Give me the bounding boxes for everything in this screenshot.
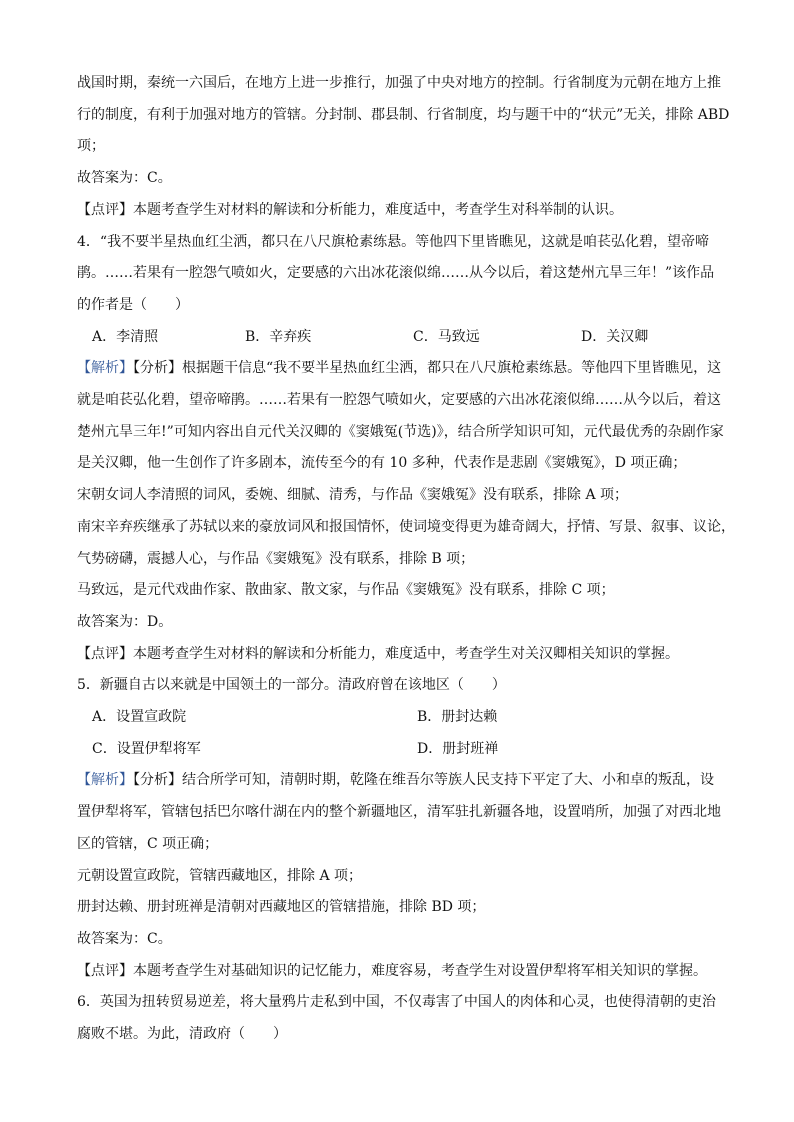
option-c: C．设置伊犁将军 (92, 740, 201, 757)
analysis-text: 【分析】结合所学可知，清朝时期，乾隆在维吾尔等族人民支持下平定了大、小和卓的叛乱，设 (133, 772, 714, 789)
paragraph-line: 行的制度，有利于加强对地方的管辖。分封制、郡县制、行省制度，均与题干中的“状元”无关，排除 ABD (77, 106, 730, 123)
answer-line: 故答案为：D。 (77, 613, 173, 630)
question-5-options-row-1 (77, 702, 734, 734)
option-d: D．册封班禅 (417, 740, 499, 757)
option-b: B．辛弃疾 (245, 328, 312, 345)
option-a: A．李清照 (92, 328, 159, 345)
analysis-line: 马致远，是元代戏曲作家、散曲家、散文家，与作品《窦娥冤》没有联系，排除 C 项； (77, 582, 615, 599)
analysis-line: 就是咱苌弘化碧，望帝啼鹃。……若果有一腔怨气喷如火，定要感的六出冰花滚似绵……从今以后，着这 (77, 392, 721, 409)
comment-tag: 【点评】 (77, 201, 133, 218)
comment-line (77, 195, 734, 227)
analysis-line: 区的管辖，C 项正确； (77, 835, 219, 852)
answer-line: 故答案为：C。 (77, 170, 172, 187)
comment-text: 本题考查学生对基础知识的记忆能力，难度容易，考查学生对设置伊犁将军相关知识的掌握。 (133, 962, 707, 979)
analysis-line (77, 765, 734, 797)
question-5-stem: 5．新疆自古以来就是中国领土的一部分。清政府曾在该地区（ ） (77, 677, 506, 694)
paragraph-line: 项； (77, 138, 105, 155)
analysis-line: 置伊犁将军，管辖包括巴尔喀什湖在内的整个新疆地区，清军驻扎新疆各地，设置哨所，加强了对西北地 (77, 804, 721, 821)
question-4-stem: 4．“我不要半星热血红尘洒，都只在八尺旗枪素练悬。等他四下里皆瞧见，这就是咱苌弘化碧，望帝啼 (77, 233, 710, 250)
analysis-line: 册封达赖、册封班禅是清朝对西藏地区的管辖措施，排除 BD 项； (77, 899, 486, 916)
question-4-stem: 鹃。……若果有一腔怨气喷如火，定要感的六出冰花滚似绵……从今以后，着这楚州亢旱三年！”该作品 (77, 265, 715, 282)
analysis-line: 气势磅礴，震撼人心，与作品《窦娥冤》没有联系，排除 B 项； (77, 550, 475, 567)
comment-text: 本题考查学生对材料的解读和分析能力，难度适中，考查学生对关汉卿相关知识的掌握。 (133, 645, 679, 662)
question-4-stem: 的作者是（ ） (77, 296, 189, 313)
comment-line (77, 639, 734, 671)
analysis-tag: 【解析】 (77, 772, 133, 789)
answer-line: 故答案为：C。 (77, 930, 172, 947)
comment-text: 本题考查学生对材料的解读和分析能力，难度适中，考查学生对科举制的认识。 (133, 201, 623, 218)
option-c: C．马致远 (413, 328, 480, 345)
comment-line (77, 956, 734, 988)
analysis-text: 【分析】根据题干信息“我不要半星热血红尘洒，都只在八尺旗枪素练悬。等他四下里皆瞧见，这 (133, 360, 722, 377)
comment-tag: 【点评】 (77, 645, 133, 662)
analysis-line: 南宋辛弃疾继承了苏轼以来的豪放词风和报国情怀，使词境变得更为雄奇阔大，抒情、写景、叙事、议论， (77, 518, 735, 535)
comment-tag: 【点评】 (77, 962, 133, 979)
question-6-stem: 腐败不堪。为此，清政府（ ） (77, 1026, 287, 1043)
analysis-line: 宋朝女词人李清照的词风，委婉、细腻、清秀，与作品《窦娥冤》没有联系，排除 A 项； (77, 487, 629, 504)
question-5-options-row-2 (77, 734, 734, 766)
option-d: D．关汉卿 (581, 328, 649, 345)
analysis-line: 元朝设置宣政院，管辖西藏地区，排除 A 项； (77, 867, 363, 884)
analysis-line: 楚州亢旱三年!”可知内容出自元代关汉卿的《窦娥冤(节选)》，结合所学知识可知，元代最优秀的杂剧作家 (77, 423, 724, 440)
option-a: A．设置宣政院 (92, 709, 187, 726)
analysis-line (77, 353, 734, 385)
question-4-options (77, 322, 734, 354)
analysis-line: 是关汉卿，他一生创作了许多剧本，流传至今的有 10 多种，代表作是悲剧《窦娥冤》，D 项正确； (77, 455, 687, 472)
option-b: B．册封达赖 (417, 709, 498, 726)
question-6-stem: 6．英国为扭转贸易逆差，将大量鸦片走私到中国，不仅毒害了中国人的肉体和心灵，也使得清朝的吏治 (77, 994, 716, 1011)
analysis-tag: 【解析】 (77, 360, 133, 377)
paragraph-line: 战国时期，秦统一六国后，在地方上进一步推行，加强了中央对地方的控制。行省制度为元朝在地方上推 (77, 75, 721, 91)
